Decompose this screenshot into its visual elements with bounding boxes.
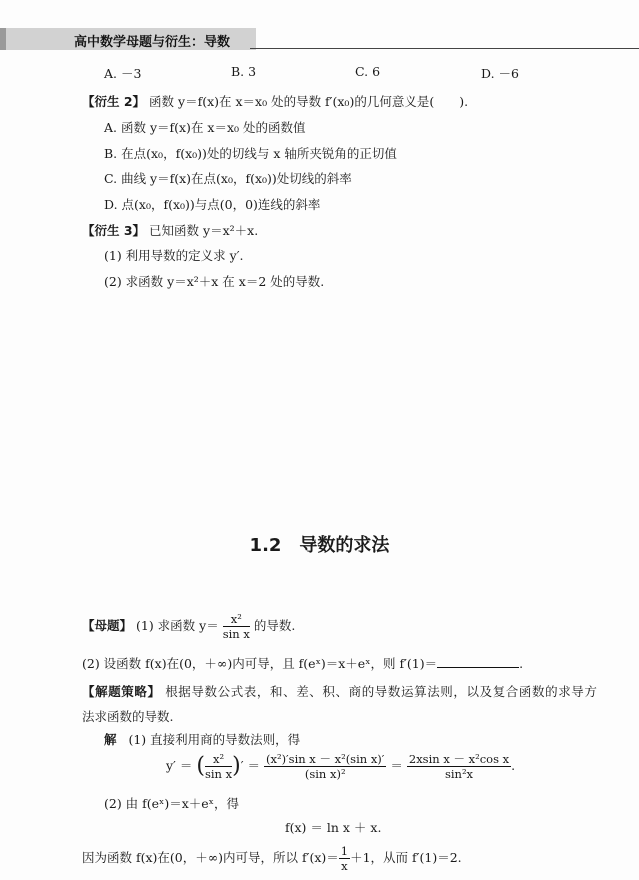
mother-q2-pre: (2) 设函数 f(x)在(0，＋∞)内可导，且 f(eˣ)＝x＋eˣ，则 f′(1)＝ <box>82 656 438 671</box>
mother-q1-pre: (1) 求函数 y＝ <box>136 618 219 633</box>
mother-q1-line <box>82 612 295 641</box>
solution-label: 解 <box>104 732 117 747</box>
fraction-numerator: x² <box>223 612 250 627</box>
strategy-label: 【解题策略】 <box>82 684 161 699</box>
deriv2-question-line <box>82 92 468 110</box>
eq-equals: ＝ <box>386 758 407 773</box>
fraction-numerator: (x²)′sin x － x²(sin x)′ <box>265 752 385 766</box>
deriv3-part-2: (2) 求函数 y＝x²＋x 在 x＝2 处的导数. <box>104 274 325 289</box>
mother-q1-fraction <box>223 612 250 641</box>
solution-step-2: (2) 由 f(eˣ)＝x＋eˣ，得 <box>104 796 239 811</box>
fraction-denominator: x <box>341 859 348 873</box>
answer-blank <box>437 655 519 668</box>
eq-prime: ′ ＝ <box>240 758 264 773</box>
right-paren-glyph: ) <box>232 753 241 779</box>
eq-fraction-1 <box>205 752 232 781</box>
strategy-text-1: 根据导数公式表，和、差、积、商的导数运算法则，以及复合函数的求导方 <box>165 684 598 699</box>
strategy-line-1 <box>82 682 598 700</box>
solution-equation-2: f(x) ＝ ln x ＋ x. <box>285 820 382 835</box>
deriv2-label: 【衍生 2】 <box>82 94 146 109</box>
strategy-text-2: 法求函数的导数. <box>82 709 174 724</box>
fraction-denominator: sin x <box>204 767 233 781</box>
solution-step-3 <box>82 844 462 873</box>
deriv2-question: 函数 y＝f(x)在 x＝x₀ 处的导数 f′(x₀)的几何意义是( ). <box>149 94 469 109</box>
solution-step-1: (1) 直接利用商的导数法则，得 <box>128 732 301 747</box>
mother-q2-post: . <box>519 656 524 671</box>
mother-q1-post: 的导数. <box>253 618 296 633</box>
solution-step-3-post: ＋1，从而 f′(1)＝2. <box>350 850 462 865</box>
deriv3-question: 已知函数 y＝x²＋x. <box>149 223 259 238</box>
fraction-denominator: sin²x <box>444 767 474 781</box>
deriv2-option-d: D. 点(x₀，f(x₀))与点(0，0)连线的斜率 <box>104 197 321 212</box>
eq-end: . <box>511 758 516 773</box>
fraction-numerator: x² <box>205 752 232 767</box>
mother-label: 【母题】 <box>82 618 133 633</box>
option-c: C. 6 <box>355 64 381 79</box>
eq-lhs: y′ ＝ <box>166 758 197 773</box>
solution-step-3-pre: 因为函数 f(x)在(0，＋∞)内可导，所以 f′(x)＝ <box>82 850 339 865</box>
mother-q2-line <box>82 654 523 672</box>
fraction-numerator: 2xsin x － x²cos x <box>408 752 510 766</box>
eq-fraction-3 <box>407 752 511 781</box>
running-header <box>0 28 256 50</box>
section-title: 1.2 导数的求法 <box>249 535 390 556</box>
header-title: 高中数学母题与衍生：导数 <box>74 35 231 50</box>
option-a: A. －3 <box>104 66 142 81</box>
solution-step-3-fraction <box>339 844 350 873</box>
option-d: D. －6 <box>481 66 519 81</box>
fraction-numerator: 1 <box>340 844 349 858</box>
fraction-denominator: (sin x)² <box>304 767 346 781</box>
deriv2-option-c: C. 曲线 y＝f(x)在点(x₀，f(x₀))处切线的斜率 <box>104 171 352 186</box>
header-rule <box>250 48 639 49</box>
deriv2-option-a: A. 函数 y＝f(x)在 x＝x₀ 处的函数值 <box>104 120 306 135</box>
deriv2-option-b: B. 在点(x₀，f(x₀))处的切线与 x 轴所夹锐角的正切值 <box>104 146 397 161</box>
fraction-denominator: sin x <box>222 627 250 641</box>
left-paren-glyph: ( <box>196 753 205 779</box>
deriv3-label: 【衍生 3】 <box>82 223 146 238</box>
solution-equation-1 <box>166 752 515 781</box>
deriv3-question-line <box>82 221 258 239</box>
solution-line-1 <box>104 730 300 748</box>
deriv3-part-1: (1) 利用导数的定义求 y′. <box>104 248 244 263</box>
option-b: B. 3 <box>231 64 257 79</box>
eq-fraction-2 <box>264 752 386 781</box>
